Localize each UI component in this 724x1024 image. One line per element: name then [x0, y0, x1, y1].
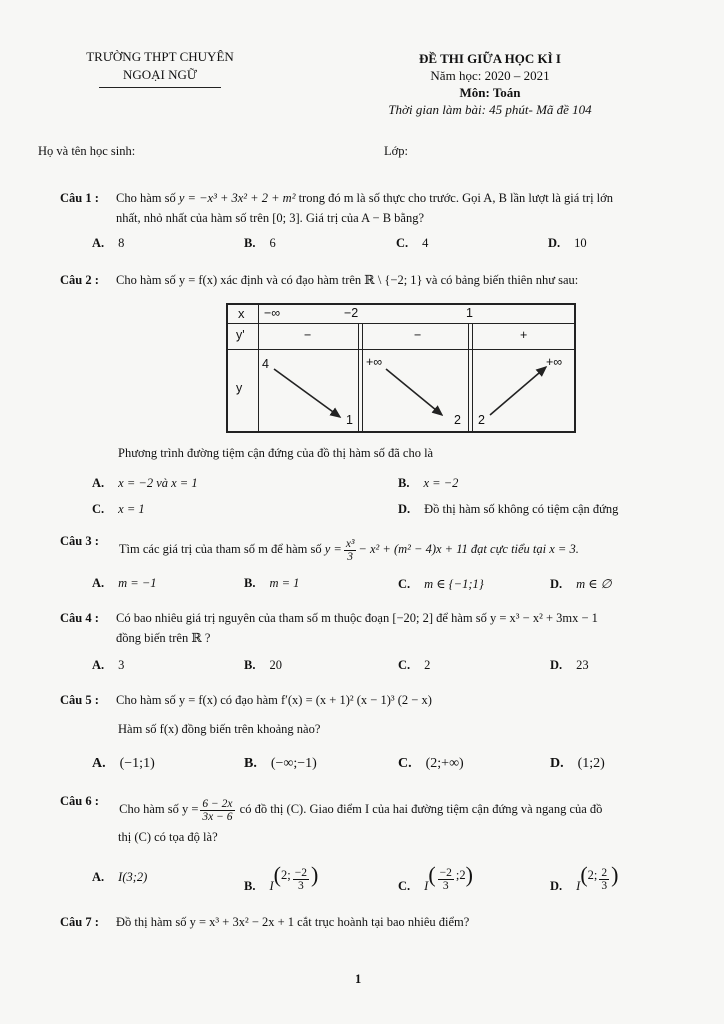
y-value: 1 [346, 413, 353, 427]
q5-text-a: Cho hàm số y = f(x) có đạo hàm f′(x) = (x + 1)² (x − 1)³ (2 − x) [116, 693, 432, 707]
q3-option-a[interactable]: A. m = −1 [92, 576, 157, 590]
question-3 [60, 530, 690, 563]
school-name [60, 48, 260, 88]
y-value: 2 [478, 413, 485, 427]
question-number: Câu 6 : [60, 794, 99, 809]
question-number: Câu 1 : [60, 191, 99, 205]
q3-option-b[interactable]: B. m = 1 [244, 576, 300, 590]
q1-text-b: trong đó m là số thực cho trước. Gọi A, B lần lượt là giá trị lớn [298, 191, 613, 205]
q5-option-b[interactable]: B. (−∞;−1) [244, 756, 317, 771]
sign: − [414, 328, 422, 342]
q4-option-b[interactable]: B. 20 [244, 658, 282, 672]
q2-option-a[interactable]: A. x = −2 và x = 1 [92, 476, 198, 490]
q6-option-d[interactable]: D. I(2; $\frac{2}{3}$ ) [550, 862, 619, 893]
q6-option-a[interactable]: A. I(3;2) [92, 870, 148, 884]
question-number: Câu 7 : [60, 915, 99, 929]
q2-text: Cho hàm số y = f(x) xác định và có đạo hàm trên ℝ \ {−2; 1} và có bảng biến thiên như sau: [116, 273, 579, 287]
variation-arrows [228, 305, 574, 431]
q7-text: Đồ thị hàm số y = x³ + 3x² − 2x + 1 cắt trục hoành tại bao nhiêu điểm? [116, 915, 470, 929]
q2-option-d[interactable]: D. Đồ thị hàm số không có tiệm cận đứng [398, 502, 619, 516]
sign: − [304, 328, 312, 342]
q3-text: Tìm các giá trị của tham số m để hàm số y = $\frac{\text{x³}}{3}$ − x² + (m² − 4)x + 11 đạt cực tiểu tại x = 3. [118, 538, 579, 563]
class-label: Lớp: [384, 144, 408, 158]
y-value: 4 [262, 357, 269, 371]
question-number: Câu 4 : [60, 611, 99, 625]
q6-option-b[interactable]: B. I(2; $\frac{-2}{3}$ ) [244, 862, 319, 893]
q2-option-b[interactable]: B. x = −2 [398, 476, 459, 490]
q1-option-c[interactable]: C. 4 [396, 236, 429, 250]
q5-option-d[interactable]: D. (1;2) [550, 756, 605, 771]
question-5 [60, 690, 690, 710]
exam-time: Thời gian làm bài: 45 phút- Mã đề 104 [388, 102, 592, 117]
yprime-label: y' [236, 328, 245, 342]
q5-option-a[interactable]: A. (−1;1) [92, 756, 155, 771]
x-value: −2 [344, 306, 359, 320]
variation-table [226, 303, 576, 433]
question-1 [60, 188, 690, 228]
page-number: 1 [355, 972, 362, 986]
q4-option-a[interactable]: A. 3 [92, 658, 125, 672]
q5-text-b: Hàm số f(x) đồng biến trên khoảng nào? [118, 722, 321, 736]
question-number: Câu 5 : [60, 693, 99, 707]
q1-formula: y = −x³ + 3x² + 2 + m² [178, 191, 296, 205]
q4-option-d[interactable]: D. 23 [550, 658, 589, 672]
q1-text-a: Cho hàm số [116, 191, 176, 205]
exam-info [345, 50, 635, 118]
student-name-label: Họ và tên học sinh: [38, 144, 136, 158]
question-2 [60, 270, 690, 290]
question-6 [60, 790, 690, 823]
sign: + [520, 328, 528, 342]
q6-option-c[interactable]: C. I( $\frac{-2}{3}$ ;2) [398, 862, 473, 893]
exam-title: ĐỀ THI GIỮA HỌC KÌ I [419, 51, 561, 66]
question-7 [60, 912, 690, 932]
q2-question: Phương trình đường tiệm cận đứng của đồ thị hàm số đã cho là [118, 446, 434, 460]
y-label: y [236, 381, 243, 395]
x-label: x [238, 306, 245, 321]
question-number: Câu 3 : [60, 534, 99, 549]
question-4 [60, 608, 690, 648]
y-value: +∞ [366, 355, 383, 369]
q2-option-c[interactable]: C. x = 1 [92, 502, 145, 516]
y-value: +∞ [546, 355, 563, 369]
q4-option-c[interactable]: C. 2 [398, 658, 431, 672]
q1-option-b[interactable]: B. 6 [244, 236, 276, 250]
exam-subject: Môn: Toán [459, 85, 521, 100]
q1-option-d[interactable]: D. 10 [548, 236, 587, 250]
q1-option-a[interactable]: A. 8 [92, 236, 125, 250]
school-line1: TRƯỜNG THPT CHUYÊN [86, 49, 234, 64]
y-value: 2 [454, 413, 461, 427]
q4-text-a: Có bao nhiêu giá trị nguyên của tham số m thuộc đoạn [−20; 2] để hàm số y = x³ − x² + 3mx − 1 [116, 611, 598, 625]
question-number: Câu 2 : [60, 273, 99, 287]
q3-option-c[interactable]: C. m ∈ {−1;1} [398, 577, 484, 591]
header-underline [99, 87, 221, 88]
q3-option-d[interactable]: D. m ∈ ∅ [550, 577, 612, 591]
q1-text-c: nhất, nhỏ nhất của hàm số trên [0; 3]. Giá trị của A − B bằng? [116, 211, 425, 225]
school-line2: NGOẠI NGỮ [123, 67, 197, 82]
x-value: 1 [466, 306, 473, 320]
x-value: −∞ [264, 306, 281, 320]
q4-text-b: đồng biến trên ℝ ? [116, 631, 211, 645]
q6-text: Cho hàm số y = $\frac{6 - 2x}{3x - 6}$ có đồ thị (C). Giao điểm I của hai đường tiệm cận đứng và ngang của đồ [119, 798, 603, 823]
q5-option-c[interactable]: C. (2;+∞) [398, 756, 464, 771]
exam-year: Năm học: 2020 – 2021 [430, 68, 550, 83]
q6-text-c: thị (C) có tọa độ là? [118, 830, 218, 844]
